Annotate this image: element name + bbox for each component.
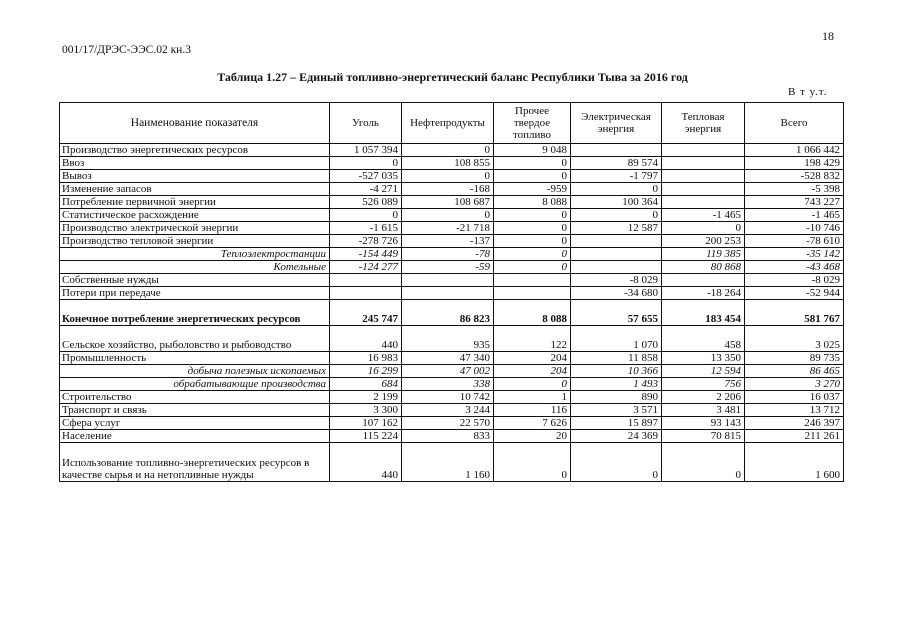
cell-total: 89 735 xyxy=(745,352,844,365)
cell-electric xyxy=(571,144,662,157)
cell-coal xyxy=(330,287,402,300)
row-label: Изменение запасов xyxy=(60,183,330,196)
cell-heat: 183 454 xyxy=(662,300,745,326)
cell-heat xyxy=(662,196,745,209)
cell-total: 581 767 xyxy=(745,300,844,326)
cell-total: -1 465 xyxy=(745,209,844,222)
cell-electric: 0 xyxy=(571,443,662,482)
cell-heat: 0 xyxy=(662,443,745,482)
row-label: Производство электрической энергии xyxy=(60,222,330,235)
cell-coal: 16 299 xyxy=(330,365,402,378)
cell-heat xyxy=(662,183,745,196)
cell-electric: 890 xyxy=(571,391,662,404)
cell-oil xyxy=(402,274,494,287)
cell-total: 1 066 442 xyxy=(745,144,844,157)
cell-electric: 0 xyxy=(571,183,662,196)
cell-heat: 2 206 xyxy=(662,391,745,404)
cell-oil: 86 823 xyxy=(402,300,494,326)
cell-total: -35 142 xyxy=(745,248,844,261)
table-title: Таблица 1.27 – Единый топливно-энергетический баланс Республики Тыва за 2016 год xyxy=(217,70,688,84)
table-row xyxy=(60,274,844,287)
column-header-heat-energy: Тепловая энергия xyxy=(662,103,745,144)
table-row xyxy=(60,443,844,482)
table-row xyxy=(60,261,844,274)
cell-electric xyxy=(571,235,662,248)
row-label: Использование топливно-энергетических ресурсов в качестве сырья и на нетопливные нужды xyxy=(60,443,330,482)
cell-total: 13 712 xyxy=(745,404,844,417)
cell-heat: 200 253 xyxy=(662,235,745,248)
cell-heat: 93 143 xyxy=(662,417,745,430)
table-row xyxy=(60,170,844,183)
table-row xyxy=(60,430,844,443)
table-row xyxy=(60,365,844,378)
page-number: 18 xyxy=(822,29,834,43)
cell-electric: 100 364 xyxy=(571,196,662,209)
cell-solid: 122 xyxy=(494,326,571,352)
cell-solid: 0 xyxy=(494,378,571,391)
cell-electric: 3 571 xyxy=(571,404,662,417)
cell-solid: 0 xyxy=(494,157,571,170)
cell-coal: -124 277 xyxy=(330,261,402,274)
row-label: Потери при передаче xyxy=(60,287,330,300)
cell-electric: 11 858 xyxy=(571,352,662,365)
cell-total: 211 261 xyxy=(745,430,844,443)
cell-electric: 12 587 xyxy=(571,222,662,235)
cell-coal: 684 xyxy=(330,378,402,391)
column-header-other-solid-fuel: Прочее твердое топливо xyxy=(494,103,571,144)
cell-solid: 0 xyxy=(494,248,571,261)
cell-oil: -21 718 xyxy=(402,222,494,235)
cell-solid: 0 xyxy=(494,170,571,183)
cell-total: 1 600 xyxy=(745,443,844,482)
row-label: Статистическое расхождение xyxy=(60,209,330,222)
cell-oil: -59 xyxy=(402,261,494,274)
table-row xyxy=(60,378,844,391)
row-label: Строительство xyxy=(60,391,330,404)
table-row xyxy=(60,209,844,222)
cell-heat xyxy=(662,170,745,183)
cell-coal: 440 xyxy=(330,326,402,352)
energy-balance-table xyxy=(59,102,844,482)
cell-heat xyxy=(662,274,745,287)
table-row xyxy=(60,326,844,352)
table-row xyxy=(60,235,844,248)
cell-heat: 3 481 xyxy=(662,404,745,417)
cell-electric: -8 029 xyxy=(571,274,662,287)
cell-solid: 8 088 xyxy=(494,196,571,209)
cell-coal xyxy=(330,274,402,287)
cell-electric: 15 897 xyxy=(571,417,662,430)
cell-heat: -18 264 xyxy=(662,287,745,300)
cell-total: -52 944 xyxy=(745,287,844,300)
column-header-oil-products: Нефтепродукты xyxy=(402,103,494,144)
cell-heat: -1 465 xyxy=(662,209,745,222)
row-label: Теплоэлектростанции xyxy=(60,248,330,261)
cell-total: 16 037 xyxy=(745,391,844,404)
row-label: Котельные xyxy=(60,261,330,274)
cell-electric: 24 369 xyxy=(571,430,662,443)
cell-coal: -1 615 xyxy=(330,222,402,235)
row-label: Ввоз xyxy=(60,157,330,170)
cell-solid: 0 xyxy=(494,209,571,222)
cell-total: 246 397 xyxy=(745,417,844,430)
cell-coal: 526 089 xyxy=(330,196,402,209)
cell-electric xyxy=(571,248,662,261)
cell-coal: 1 057 394 xyxy=(330,144,402,157)
cell-coal: 440 xyxy=(330,443,402,482)
cell-electric xyxy=(571,261,662,274)
row-label: Промышленность xyxy=(60,352,330,365)
cell-solid: 0 xyxy=(494,222,571,235)
cell-solid: 0 xyxy=(494,261,571,274)
cell-heat: 119 385 xyxy=(662,248,745,261)
cell-oil xyxy=(402,287,494,300)
cell-heat: 13 350 xyxy=(662,352,745,365)
cell-total: -8 029 xyxy=(745,274,844,287)
row-label: Вывоз xyxy=(60,170,330,183)
cell-solid: 116 xyxy=(494,404,571,417)
cell-oil: 47 002 xyxy=(402,365,494,378)
column-header-coal: Уголь xyxy=(330,103,402,144)
cell-oil: 108 687 xyxy=(402,196,494,209)
cell-coal: 107 162 xyxy=(330,417,402,430)
table-row xyxy=(60,300,844,326)
cell-electric: -34 680 xyxy=(571,287,662,300)
cell-solid: 0 xyxy=(494,443,571,482)
cell-coal: 115 224 xyxy=(330,430,402,443)
cell-total: -43 468 xyxy=(745,261,844,274)
unit-label: В т у.т. xyxy=(788,86,828,98)
cell-oil: 935 xyxy=(402,326,494,352)
cell-oil: 10 742 xyxy=(402,391,494,404)
cell-solid: 7 626 xyxy=(494,417,571,430)
cell-coal: -4 271 xyxy=(330,183,402,196)
cell-oil: 1 160 xyxy=(402,443,494,482)
table-row xyxy=(60,404,844,417)
cell-oil: 0 xyxy=(402,144,494,157)
cell-heat: 12 594 xyxy=(662,365,745,378)
cell-oil: 3 244 xyxy=(402,404,494,417)
cell-solid: 204 xyxy=(494,365,571,378)
cell-solid: 9 048 xyxy=(494,144,571,157)
row-label: добыча полезных ископаемых xyxy=(60,365,330,378)
cell-heat: 0 xyxy=(662,222,745,235)
row-label: Потребление первичной энергии xyxy=(60,196,330,209)
cell-coal: -527 035 xyxy=(330,170,402,183)
cell-total: 3 025 xyxy=(745,326,844,352)
cell-solid: -959 xyxy=(494,183,571,196)
table-row xyxy=(60,248,844,261)
table-row xyxy=(60,287,844,300)
cell-oil: -137 xyxy=(402,235,494,248)
row-label: Производство энергетических ресурсов xyxy=(60,144,330,157)
column-header-name: Наименование показателя xyxy=(60,103,330,144)
table-row xyxy=(60,222,844,235)
cell-heat: 458 xyxy=(662,326,745,352)
cell-solid: 20 xyxy=(494,430,571,443)
column-header-total: Всего xyxy=(745,103,844,144)
cell-heat: 70 815 xyxy=(662,430,745,443)
cell-electric: 89 574 xyxy=(571,157,662,170)
cell-oil: 47 340 xyxy=(402,352,494,365)
cell-solid: 0 xyxy=(494,235,571,248)
cell-total: -5 398 xyxy=(745,183,844,196)
table-row xyxy=(60,196,844,209)
table-row xyxy=(60,144,844,157)
cell-coal: 0 xyxy=(330,157,402,170)
row-label: Население xyxy=(60,430,330,443)
cell-oil: 0 xyxy=(402,170,494,183)
cell-solid: 1 xyxy=(494,391,571,404)
row-label: Конечное потребление энергетических ресурсов xyxy=(60,300,330,326)
cell-coal: 2 199 xyxy=(330,391,402,404)
cell-coal: 245 747 xyxy=(330,300,402,326)
cell-heat xyxy=(662,144,745,157)
row-label: обрабатывающие производства xyxy=(60,378,330,391)
cell-coal: -154 449 xyxy=(330,248,402,261)
cell-total: 198 429 xyxy=(745,157,844,170)
cell-solid: 8 088 xyxy=(494,300,571,326)
cell-total: -78 610 xyxy=(745,235,844,248)
cell-oil: 22 570 xyxy=(402,417,494,430)
cell-solid xyxy=(494,274,571,287)
cell-oil: 338 xyxy=(402,378,494,391)
table-row xyxy=(60,183,844,196)
table-header-row xyxy=(60,103,844,144)
cell-coal: 16 983 xyxy=(330,352,402,365)
cell-oil: 108 855 xyxy=(402,157,494,170)
cell-heat xyxy=(662,157,745,170)
cell-coal: 3 300 xyxy=(330,404,402,417)
cell-total: 743 227 xyxy=(745,196,844,209)
column-header-electric-energy: Электрическая энергия xyxy=(571,103,662,144)
table-row xyxy=(60,391,844,404)
cell-heat: 756 xyxy=(662,378,745,391)
cell-oil: -168 xyxy=(402,183,494,196)
row-label: Транспорт и связь xyxy=(60,404,330,417)
cell-electric: 10 366 xyxy=(571,365,662,378)
table-row xyxy=(60,417,844,430)
cell-electric: 57 655 xyxy=(571,300,662,326)
row-label: Собственные нужды xyxy=(60,274,330,287)
document-code: 001/17/ДРЭС-ЭЭС.02 кн.3 xyxy=(62,44,191,56)
cell-solid xyxy=(494,287,571,300)
cell-solid: 204 xyxy=(494,352,571,365)
cell-oil: 0 xyxy=(402,209,494,222)
row-label: Сфера услуг xyxy=(60,417,330,430)
cell-oil: 833 xyxy=(402,430,494,443)
table-row xyxy=(60,157,844,170)
row-label: Производство тепловой энергии xyxy=(60,235,330,248)
row-label: Сельское хозяйство, рыболовство и рыбоводство xyxy=(60,326,330,352)
cell-electric: 1 070 xyxy=(571,326,662,352)
cell-electric: 1 493 xyxy=(571,378,662,391)
cell-total: -10 746 xyxy=(745,222,844,235)
cell-coal: -278 726 xyxy=(330,235,402,248)
cell-electric: 0 xyxy=(571,209,662,222)
cell-coal: 0 xyxy=(330,209,402,222)
cell-total: 86 465 xyxy=(745,365,844,378)
cell-total: 3 270 xyxy=(745,378,844,391)
cell-heat: 80 868 xyxy=(662,261,745,274)
cell-oil: -78 xyxy=(402,248,494,261)
table-row xyxy=(60,352,844,365)
cell-total: -528 832 xyxy=(745,170,844,183)
cell-electric: -1 797 xyxy=(571,170,662,183)
